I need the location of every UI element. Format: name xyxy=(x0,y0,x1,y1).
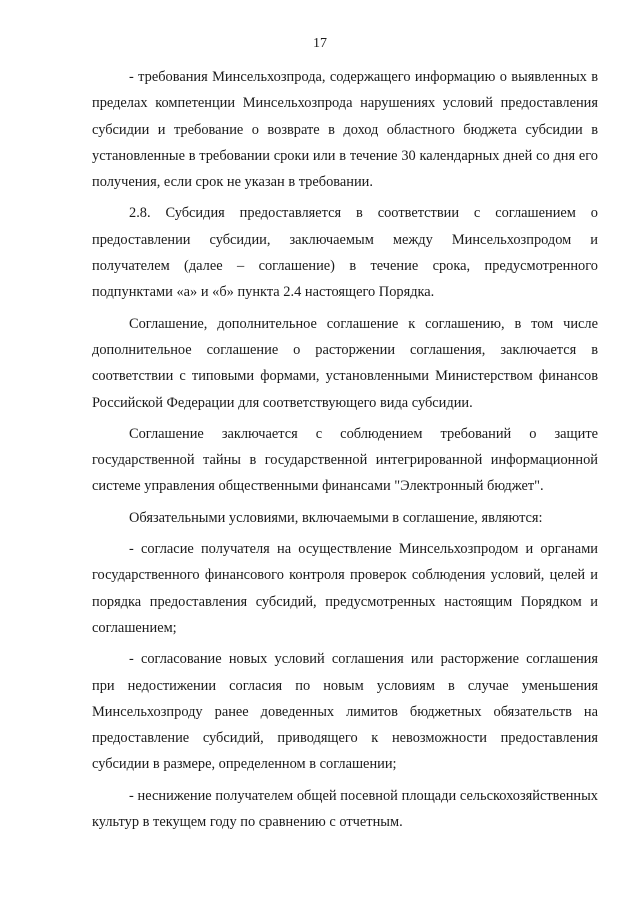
paragraph-sowing-area: - неснижение получателем общей посевной площади сельскохозяйственных культур в текущем году по сравнению с отчетным. xyxy=(92,787,598,831)
paragraph-new-conditions: - согласование новых условий соглашения или расторжение соглашения при недостижении согласия по новым условиям в случае уменьшения Минсельхозпроду ранее доведенных лимитов бюджетных обязательств на предоставление субсидий, приводящего к невозможности предоставления субсидии в размере, определенном в соглашении; xyxy=(92,651,598,773)
paragraph-mandatory-conditions: Обязательными условиями, включаемыми в соглашение, являются: xyxy=(129,509,543,526)
page-number: 17 xyxy=(313,36,327,51)
paragraph-agreement-forms: Соглашение, дополнительное соглашение к соглашению, в том числе дополнительное соглашение о расторжении соглашения, заключается в соответствии с типовыми формами, установленными Министерством финансов Российской Федерации для соответствующего вида субсидии. xyxy=(92,315,598,411)
paragraph-state-secret: Соглашение заключается с соблюдением требований о защите государственной тайны в государственной интегрированной информационной системе управления общественными финансами "Электронный бюджет". xyxy=(92,425,598,495)
paragraph-consent-inspections: - согласие получателя на осуществление Минсельхозпродом и органами государственного финансового контроля проверок соблюдения условий, целей и порядка предоставления субсидий, предусмотренных настоящим Порядком и соглашением; xyxy=(92,541,598,636)
paragraph-requirement-notice: - требования Минсельхозпрода, содержащего информацию о выявленных в пределах компетенции Минсельхозпрода нарушениях условий предоставления субсидии и требование о возврате в доход областного бюджета субсидии в установленные в требовании сроки или в течение 30 календарных дней со дня его получения, если срок не указан в требовании. xyxy=(92,69,598,191)
paragraph-clause-2-8: 2.8. Субсидия предоставляется в соответствии с соглашением о предоставлении субсидии, заключаемым между Минсельхозпродом и получателем (далее – соглашение) в течение срока, предусмотренного подпунктами «а» и «б» пункта 2.4 настоящего Порядка. xyxy=(92,205,598,301)
document-body xyxy=(92,64,598,840)
